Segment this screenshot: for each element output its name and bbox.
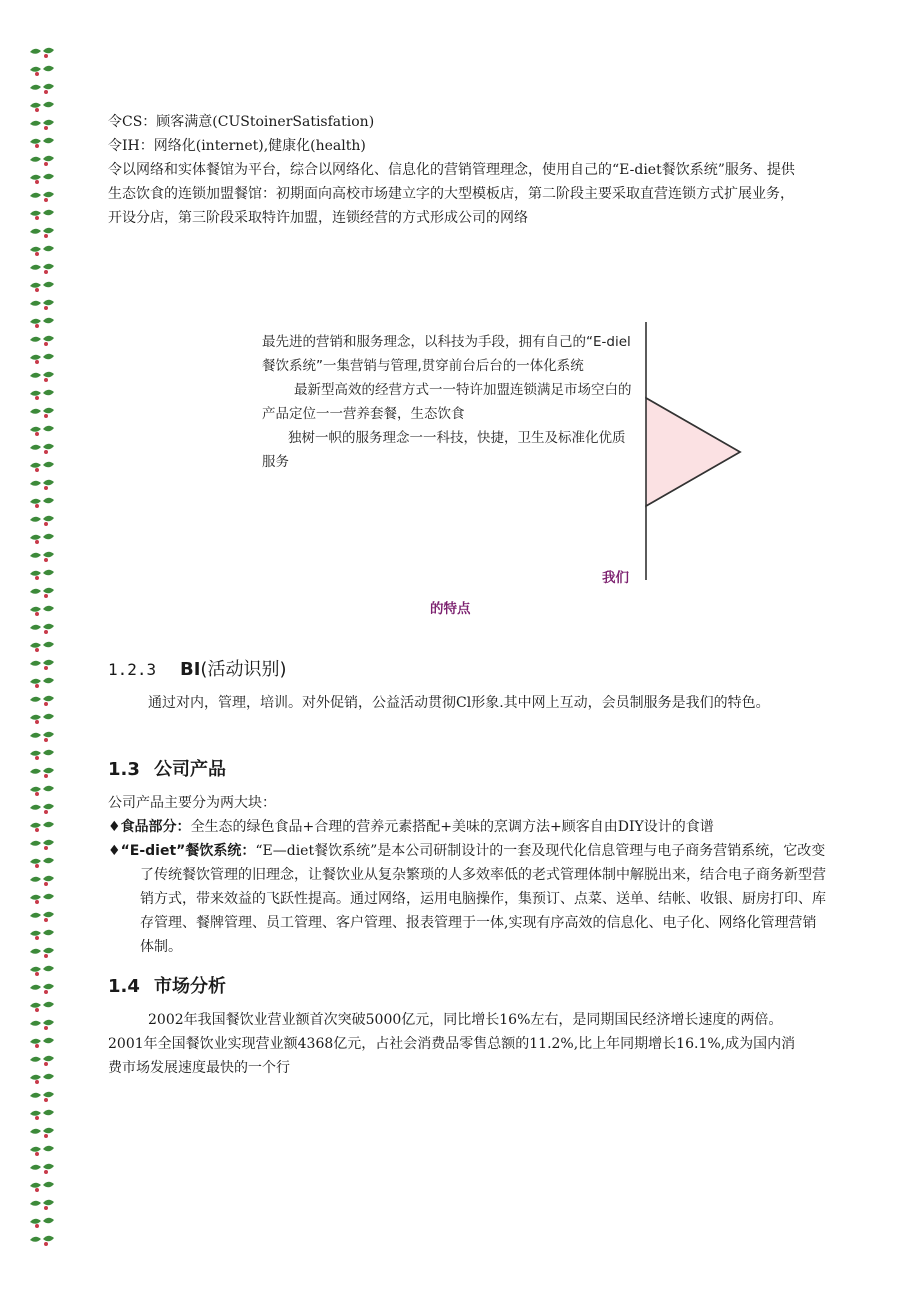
features-caption-a: 我们 (602, 570, 629, 586)
feature-point-2: 最新型高效的经营方式一一特许加盟连锁满足市场空白的产品定位一一营养套餐，生态饮食 (262, 382, 632, 422)
bullet-diamond-icon: ♦ (108, 843, 121, 859)
products-bullet-system-text: “E—diet餐饮系统”是本公司研制设计的一套及现代化信息管理与电子商务营销系统，它改变了传统餐饮管理的旧理念，让餐饮业从复杂繁琐的人多效率低的老式管理体制中解脱出来，结合电子商务新型营销方式，带来效益的飞跃性提高。通过网络，运用电脑操作，集预订、点菜、送单、结帐、收银、厨房打印、库存管理、餐牌管理、员工管理、客户管理、报表管理于一体,实现有序高效的信息化、电子化、网络化管理营销体制。 (140, 843, 826, 955)
features-text-box (262, 330, 637, 474)
products-bullet-food-lead: 食品部分： (120, 819, 191, 835)
section-market-number: 1.4 (108, 976, 140, 997)
features-arrow-fill (646, 398, 740, 506)
products-bullet-system-lead: “E-diet”餐饮系统： (120, 843, 256, 859)
section-bi-paragraph: 通过对内，管理，培训。对外促销，公益活动贯彻Cl形象.其中网上互动，会员制服务是我们的特色。 (148, 695, 770, 711)
section-products-heading (108, 755, 226, 781)
section-market-paragraph: 2002年我国餐饮业营业额首次突破5000亿元，同比增长16%左右，是同期国民经济增长速度的两倍。2001年全国餐饮业实现营业额4368亿元，占社会消费品零售总额的11.2%,比上年同期增长16.1%,成为国内消费市场发展速度最快的一个行 (108, 1012, 796, 1076)
section-bi-heading (108, 655, 286, 681)
products-intro: 公司产品主要分为两大块： (108, 795, 276, 811)
products-bullet-food (108, 815, 798, 839)
feature-point-3: 独树一帜的服务理念一一科技，快捷，卫生及标准化优质服务 (262, 430, 626, 470)
products-bullet-system (108, 839, 830, 959)
feature-point-1: 最先进的营销和服务理念，以科技为手段，拥有自己的“E-diel餐饮系统”一集营销与管理,贯穿前台后台的一体化系统 (262, 334, 631, 374)
section-products-title: 公司产品 (154, 759, 226, 780)
section-market-title: 市场分析 (154, 976, 226, 997)
products-bullet-food-text: 全生态的绿色食品+合理的营养元素搭配+美味的烹调方法+顾客自由DIY设计的食谱 (190, 819, 714, 835)
section-market-heading (108, 972, 226, 998)
section-products-number: 1.3 (108, 759, 140, 780)
intro-line-ih: 令IH：网络化(internet),健康化(health) (108, 138, 366, 154)
features-caption-b: 的特点 (430, 601, 471, 617)
section-bi-title-rest: (活动识别) (200, 659, 287, 680)
intro-line-cs: 令CS：顾客满意(CUStoinerSatisfation) (108, 114, 375, 130)
section-bi-number: 1.2.3 (108, 660, 157, 679)
bullet-diamond-icon: ♦ (108, 819, 121, 835)
section-bi-title-bold: BI (180, 659, 201, 680)
intro-paragraph: 令以网络和实体餐馆为平台，综合以网络化、信息化的营销管理理念，使用自己的“E-diet餐饮系统”服务、提供生态饮食的连锁加盟餐馆：初期面向高校市场建立字的大型模板店，第二阶段主要采取直营连锁方式扩展业务，开设分店，第三阶段采取特许加盟，连锁经营的方式形成公司的网络 (108, 162, 795, 226)
